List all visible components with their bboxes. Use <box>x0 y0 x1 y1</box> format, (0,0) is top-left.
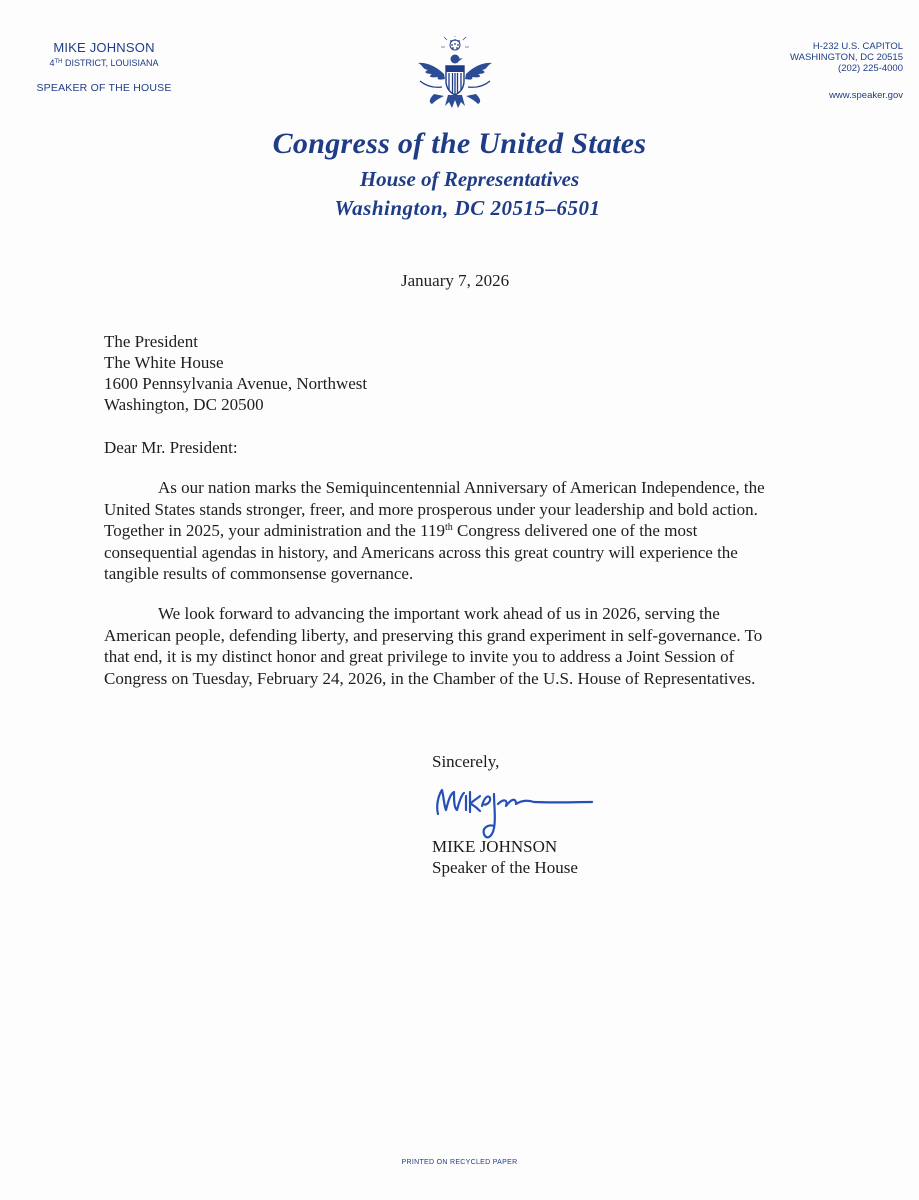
letterhead-right <box>733 41 903 101</box>
recycled-paper-footer: PRINTED ON RECYCLED PAPER <box>401 1159 518 1166</box>
house-title: House of Representatives <box>359 167 580 191</box>
washington-address: Washington, DC 20515–6501 <box>334 196 601 220</box>
line-segment: Together in 2025, your administration and the 119 <box>104 521 445 541</box>
recipient-line: 1600 Pennsylvania Avenue, Northwest <box>104 374 368 393</box>
district-number: 4 <box>49 58 55 68</box>
website-link[interactable]: www.speaker.gov <box>829 90 903 101</box>
office-city: WASHINGTON, DC 20515 <box>790 52 903 63</box>
recipient-line: Washington, DC 20500 <box>104 395 264 414</box>
body-paragraph-1 <box>104 477 820 585</box>
recipient-line: The President <box>104 332 198 351</box>
recipient-line: The White House <box>104 353 224 372</box>
paragraph-line: American people, defending liberty, and preserving this grand experiment in self-governance. To <box>104 625 763 645</box>
district-rest: DISTRICT, LOUISIANA <box>62 58 159 68</box>
letterhead-name: MIKE JOHNSON <box>53 40 155 55</box>
letterhead-title: SPEAKER OF THE HOUSE <box>36 82 172 94</box>
paragraph-line: tangible results of commonsense governance. <box>104 564 414 584</box>
signer-title: Speaker of the House <box>432 858 578 877</box>
recipient-block <box>104 331 367 415</box>
congress-title: Congress of the United States <box>272 127 647 160</box>
paragraph-line <box>104 520 820 542</box>
paragraph-line: consequential agendas in history, and Americans across this great country will experience the <box>104 542 738 562</box>
signer-block <box>432 836 578 878</box>
line-segment: Congress delivered one of the most <box>452 521 698 541</box>
paragraph-line: As our nation marks the Semiquincentennial Anniversary of American Independence, the <box>158 478 765 497</box>
paragraph-line: We look forward to advancing the important work ahead of us in 2026, serving the <box>158 604 720 623</box>
body-paragraph-2 <box>104 603 820 689</box>
salutation: Dear Mr. President: <box>104 438 238 457</box>
great-seal-icon <box>414 36 496 116</box>
letterhead-left <box>0 40 208 94</box>
paragraph-line: Congress on Tuesday, February 24, 2026, in the Chamber of the U.S. House of Representatives. <box>104 668 756 688</box>
signer-name: MIKE JOHNSON <box>432 837 558 856</box>
office-address: H-232 U.S. CAPITOL <box>812 41 903 52</box>
letterhead-district <box>0 58 208 68</box>
district-suffix: TH <box>54 59 63 65</box>
closing: Sincerely, <box>432 752 500 771</box>
letter-date: January 7, 2026 <box>401 271 510 290</box>
ordinal-suffix: th <box>444 522 453 534</box>
office-phone: (202) 225-4000 <box>838 63 903 74</box>
paragraph-line: United States stands stronger, freer, and more prosperous under your leadership and bold action. <box>104 499 758 519</box>
paragraph-line: that end, it is my distinct honor and great privilege to invite you to address a Joint Session of <box>104 647 735 667</box>
